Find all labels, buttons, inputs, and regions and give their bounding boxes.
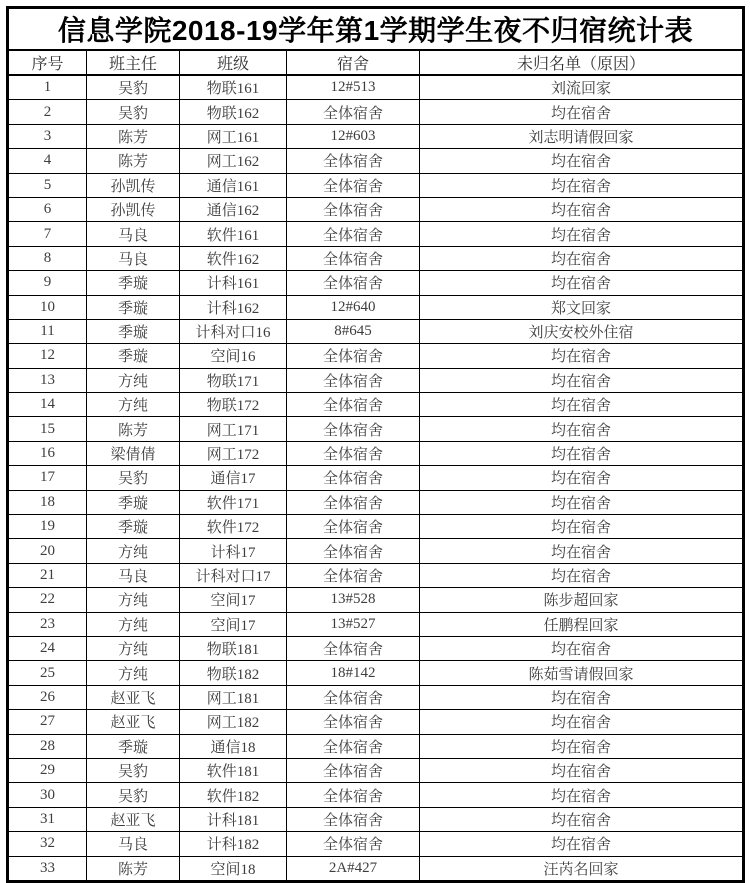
cell-index: 3 [8, 124, 87, 148]
table-row [8, 783, 744, 807]
cell-teacher: 赵亚飞 [87, 685, 180, 709]
absence-statistics-table [6, 6, 745, 883]
cell-absence: 均在宿舍 [420, 783, 744, 807]
cell-absence: 刘庆安校外住宿 [420, 319, 744, 343]
cell-absence: 均在宿舍 [420, 393, 744, 417]
cell-index: 18 [8, 490, 87, 514]
cell-index: 1 [8, 75, 87, 100]
cell-absence: 均在宿舍 [420, 515, 744, 539]
table-row [8, 417, 744, 441]
cell-dorm: 全体宿舍 [287, 734, 420, 758]
cell-index: 19 [8, 515, 87, 539]
cell-absence: 均在宿舍 [420, 734, 744, 758]
cell-class: 软件161 [180, 222, 287, 246]
cell-class: 通信162 [180, 197, 287, 221]
cell-index: 17 [8, 466, 87, 490]
cell-absence: 均在宿舍 [420, 685, 744, 709]
cell-dorm: 全体宿舍 [287, 515, 420, 539]
cell-dorm: 全体宿舍 [287, 466, 420, 490]
cell-teacher: 季璇 [87, 295, 180, 319]
cell-dorm: 全体宿舍 [287, 490, 420, 514]
cell-teacher: 吴豹 [87, 783, 180, 807]
cell-dorm: 全体宿舍 [287, 368, 420, 392]
cell-dorm: 12#603 [287, 124, 420, 148]
cell-teacher: 方纯 [87, 588, 180, 612]
cell-class: 空间17 [180, 612, 287, 636]
table-row [8, 685, 744, 709]
cell-absence: 均在宿舍 [420, 271, 744, 295]
cell-absence: 刘志明请假回家 [420, 124, 744, 148]
cell-dorm: 8#645 [287, 319, 420, 343]
cell-index: 24 [8, 636, 87, 660]
cell-teacher: 季璇 [87, 319, 180, 343]
cell-absence: 刘流回家 [420, 75, 744, 100]
table-row [8, 197, 744, 221]
cell-teacher: 马良 [87, 832, 180, 856]
table-row [8, 246, 744, 270]
cell-absence: 均在宿舍 [420, 222, 744, 246]
table-row [8, 636, 744, 660]
cell-class: 通信18 [180, 734, 287, 758]
cell-class: 物联182 [180, 661, 287, 685]
cell-absence: 均在宿舍 [420, 710, 744, 734]
cell-index: 6 [8, 197, 87, 221]
cell-class: 计科162 [180, 295, 287, 319]
table-row [8, 807, 744, 831]
cell-index: 22 [8, 588, 87, 612]
title-row [8, 8, 744, 51]
cell-class: 网工172 [180, 441, 287, 465]
cell-absence: 均在宿舍 [420, 344, 744, 368]
cell-index: 2 [8, 100, 87, 124]
cell-class: 网工182 [180, 710, 287, 734]
table-row [8, 466, 744, 490]
cell-absence: 均在宿舍 [420, 807, 744, 831]
table-row [8, 368, 744, 392]
cell-class: 空间16 [180, 344, 287, 368]
cell-absence: 均在宿舍 [420, 758, 744, 782]
cell-class: 网工171 [180, 417, 287, 441]
cell-dorm: 全体宿舍 [287, 758, 420, 782]
column-header-class: 班级 [180, 50, 287, 75]
table-row [8, 173, 744, 197]
table-row [8, 856, 744, 881]
table-row [8, 588, 744, 612]
cell-teacher: 方纯 [87, 539, 180, 563]
cell-dorm: 全体宿舍 [287, 271, 420, 295]
cell-teacher: 陈芳 [87, 149, 180, 173]
cell-teacher: 梁倩倩 [87, 441, 180, 465]
table-row [8, 515, 744, 539]
cell-absence: 均在宿舍 [420, 246, 744, 270]
cell-class: 通信17 [180, 466, 287, 490]
cell-dorm: 全体宿舍 [287, 441, 420, 465]
cell-teacher: 方纯 [87, 368, 180, 392]
cell-dorm: 全体宿舍 [287, 246, 420, 270]
cell-class: 软件172 [180, 515, 287, 539]
cell-dorm: 全体宿舍 [287, 393, 420, 417]
cell-index: 12 [8, 344, 87, 368]
cell-class: 计科对口16 [180, 319, 287, 343]
cell-absence: 均在宿舍 [420, 832, 744, 856]
cell-index: 21 [8, 563, 87, 587]
cell-class: 网工161 [180, 124, 287, 148]
cell-dorm: 全体宿舍 [287, 222, 420, 246]
table-row [8, 149, 744, 173]
cell-dorm: 全体宿舍 [287, 685, 420, 709]
cell-class: 软件182 [180, 783, 287, 807]
cell-index: 15 [8, 417, 87, 441]
table-row [8, 832, 744, 856]
cell-class: 软件181 [180, 758, 287, 782]
column-header-dorm: 宿舍 [287, 50, 420, 75]
cell-index: 33 [8, 856, 87, 881]
cell-class: 空间17 [180, 588, 287, 612]
cell-teacher: 方纯 [87, 393, 180, 417]
cell-absence: 均在宿舍 [420, 636, 744, 660]
cell-index: 14 [8, 393, 87, 417]
cell-index: 10 [8, 295, 87, 319]
cell-index: 5 [8, 173, 87, 197]
cell-index: 31 [8, 807, 87, 831]
cell-index: 28 [8, 734, 87, 758]
cell-dorm: 13#527 [287, 612, 420, 636]
cell-index: 16 [8, 441, 87, 465]
table-row [8, 758, 744, 782]
cell-dorm: 12#640 [287, 295, 420, 319]
header-row [8, 50, 744, 75]
cell-index: 4 [8, 149, 87, 173]
cell-index: 9 [8, 271, 87, 295]
cell-index: 13 [8, 368, 87, 392]
table-row [8, 490, 744, 514]
cell-class: 物联161 [180, 75, 287, 100]
cell-index: 30 [8, 783, 87, 807]
cell-class: 通信161 [180, 173, 287, 197]
column-header-index: 序号 [8, 50, 87, 75]
cell-absence: 均在宿舍 [420, 441, 744, 465]
cell-teacher: 孙凯传 [87, 197, 180, 221]
table-body [8, 75, 744, 881]
cell-absence: 任鹏程回家 [420, 612, 744, 636]
cell-index: 8 [8, 246, 87, 270]
table-row [8, 319, 744, 343]
cell-class: 计科161 [180, 271, 287, 295]
cell-teacher: 吴豹 [87, 466, 180, 490]
table-row [8, 271, 744, 295]
cell-absence: 陈步超回家 [420, 588, 744, 612]
cell-teacher: 季璇 [87, 734, 180, 758]
table-row [8, 563, 744, 587]
cell-index: 29 [8, 758, 87, 782]
cell-teacher: 陈芳 [87, 856, 180, 881]
cell-dorm: 18#142 [287, 661, 420, 685]
cell-index: 27 [8, 710, 87, 734]
cell-dorm: 全体宿舍 [287, 100, 420, 124]
table-row [8, 100, 744, 124]
cell-class: 计科182 [180, 832, 287, 856]
cell-dorm: 全体宿舍 [287, 636, 420, 660]
cell-class: 空间18 [180, 856, 287, 881]
cell-absence: 均在宿舍 [420, 417, 744, 441]
cell-teacher: 吴豹 [87, 100, 180, 124]
cell-teacher: 季璇 [87, 271, 180, 295]
cell-index: 20 [8, 539, 87, 563]
cell-absence: 均在宿舍 [420, 149, 744, 173]
cell-dorm: 全体宿舍 [287, 807, 420, 831]
cell-teacher: 季璇 [87, 344, 180, 368]
table-row [8, 539, 744, 563]
cell-dorm: 全体宿舍 [287, 710, 420, 734]
column-header-absence: 未归名单（原因） [420, 50, 744, 75]
table-row [8, 344, 744, 368]
cell-absence: 均在宿舍 [420, 490, 744, 514]
cell-index: 32 [8, 832, 87, 856]
cell-index: 26 [8, 685, 87, 709]
cell-dorm: 13#528 [287, 588, 420, 612]
cell-dorm: 2A#427 [287, 856, 420, 881]
table-row [8, 661, 744, 685]
cell-absence: 均在宿舍 [420, 368, 744, 392]
cell-index: 7 [8, 222, 87, 246]
page-title: 信息学院2018-19学年第1学期学生夜不归宿统计表 [8, 8, 744, 51]
cell-teacher: 赵亚飞 [87, 807, 180, 831]
cell-absence: 汪芮名回家 [420, 856, 744, 881]
table-row [8, 222, 744, 246]
cell-dorm: 全体宿舍 [287, 173, 420, 197]
cell-absence: 郑文回家 [420, 295, 744, 319]
cell-dorm: 全体宿舍 [287, 149, 420, 173]
cell-dorm: 全体宿舍 [287, 344, 420, 368]
table-row [8, 295, 744, 319]
cell-teacher: 方纯 [87, 612, 180, 636]
cell-index: 25 [8, 661, 87, 685]
column-header-teacher: 班主任 [87, 50, 180, 75]
cell-dorm: 全体宿舍 [287, 783, 420, 807]
cell-teacher: 季璇 [87, 490, 180, 514]
cell-dorm: 全体宿舍 [287, 539, 420, 563]
cell-teacher: 方纯 [87, 661, 180, 685]
cell-class: 计科181 [180, 807, 287, 831]
cell-teacher: 赵亚飞 [87, 710, 180, 734]
table-row [8, 612, 744, 636]
table-row [8, 75, 744, 100]
cell-class: 物联171 [180, 368, 287, 392]
cell-teacher: 季璇 [87, 515, 180, 539]
cell-teacher: 陈芳 [87, 124, 180, 148]
cell-teacher: 孙凯传 [87, 173, 180, 197]
cell-absence: 均在宿舍 [420, 173, 744, 197]
cell-teacher: 陈芳 [87, 417, 180, 441]
table-row [8, 734, 744, 758]
cell-dorm: 全体宿舍 [287, 197, 420, 221]
table-row [8, 124, 744, 148]
cell-index: 23 [8, 612, 87, 636]
cell-absence: 均在宿舍 [420, 563, 744, 587]
cell-absence: 均在宿舍 [420, 466, 744, 490]
cell-class: 软件171 [180, 490, 287, 514]
cell-absence: 均在宿舍 [420, 197, 744, 221]
cell-dorm: 12#513 [287, 75, 420, 100]
cell-index: 11 [8, 319, 87, 343]
cell-class: 物联172 [180, 393, 287, 417]
cell-class: 网工181 [180, 685, 287, 709]
cell-teacher: 吴豹 [87, 75, 180, 100]
table-row [8, 441, 744, 465]
cell-class: 计科17 [180, 539, 287, 563]
cell-absence: 均在宿舍 [420, 539, 744, 563]
cell-teacher: 马良 [87, 222, 180, 246]
cell-class: 软件162 [180, 246, 287, 270]
cell-class: 物联162 [180, 100, 287, 124]
table-row [8, 393, 744, 417]
cell-dorm: 全体宿舍 [287, 832, 420, 856]
cell-class: 计科对口17 [180, 563, 287, 587]
cell-dorm: 全体宿舍 [287, 417, 420, 441]
cell-dorm: 全体宿舍 [287, 563, 420, 587]
cell-teacher: 马良 [87, 246, 180, 270]
cell-teacher: 马良 [87, 563, 180, 587]
cell-class: 网工162 [180, 149, 287, 173]
table-row [8, 710, 744, 734]
cell-teacher: 吴豹 [87, 758, 180, 782]
cell-class: 物联181 [180, 636, 287, 660]
cell-absence: 陈茹雪请假回家 [420, 661, 744, 685]
cell-teacher: 方纯 [87, 636, 180, 660]
cell-absence: 均在宿舍 [420, 100, 744, 124]
